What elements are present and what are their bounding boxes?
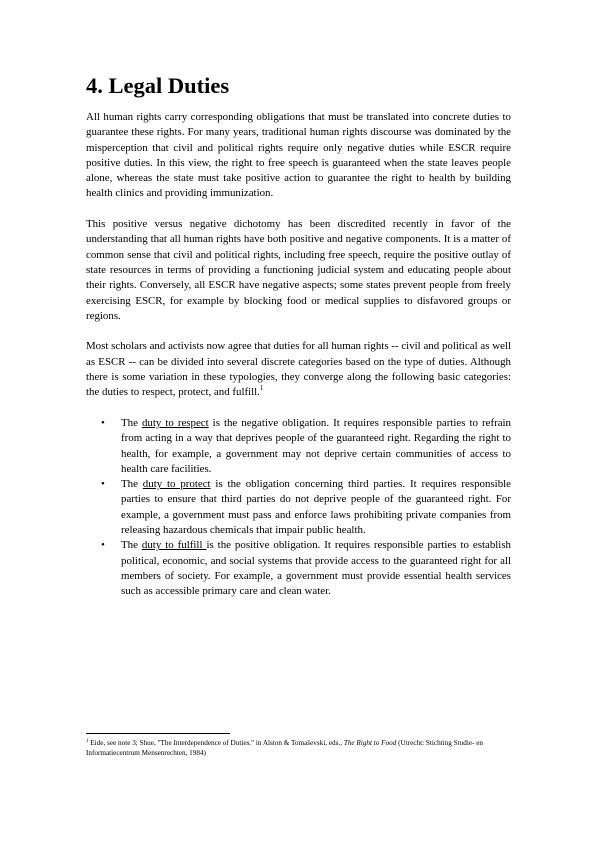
bullet-icon: • xyxy=(101,416,105,429)
term-duty-to-respect: duty to respect xyxy=(141,416,209,429)
section-heading: 4. Legal Duties xyxy=(86,73,230,98)
duties-list xyxy=(86,416,511,600)
list-item-prefix: The xyxy=(121,539,142,552)
paragraph-3 xyxy=(86,339,511,400)
footnote-text-tail: (Utrecht: Stichting Studie- en Informatiecentrum Mensenrechten, 1984) xyxy=(86,739,483,757)
term-duty-to-protect: duty to protect xyxy=(142,478,211,491)
footnote-text: Eide, see note 3; Shue, "The Interdependence of Duties." in Alston & Tomaševski, eds., xyxy=(88,739,344,747)
list-item-prefix: The xyxy=(121,416,142,429)
term-duty-to-fulfill: duty to fulfill xyxy=(141,539,207,552)
list-item-text: is the positive obligation. It requires responsible parties to establish political, economic, and social systems that provide access to the guaranteed right for all members of society. For example, a government must provide essential health services such as accessible primary care and clean water. xyxy=(121,539,511,598)
footnote-separator xyxy=(86,733,230,734)
footnote-reference[interactable]: 1 xyxy=(259,384,264,393)
paragraph-1: All human rights carry corresponding obligations that must be translated into concrete duties to guarantee these rights. For many years, traditional human rights discourse was dominated by the misperception that civil and political rights require only negative duties while ESCR require positive duties. In this view, the right to free speech is guaranteed when the state leaves people alone, whereas the state must take positive action to guarantee the right to health by building health clinics and providing immunization. xyxy=(86,111,511,200)
paragraph-3-text: Most scholars and activists now agree that duties for all human rights -- civil and political as well as ESCR -- can be divided into several discrete categories based on the type of duties. Although there is some variation in these typologies, they converge along the following basic categories: the duties to respect, protect, and fulfill. xyxy=(86,340,511,399)
list-item-duty-to-fulfill xyxy=(101,538,511,599)
list-item-prefix: The xyxy=(121,478,143,491)
paragraph-2: This positive versus negative dichotomy has been discredited recently in favor of the understanding that all human rights have both positive and negative components. It is a matter of common sense that civil and political rights, including free speech, require the positive outlay of state resources in terms of providing a functioning judicial system and educating people about their rights. Conversely, all ESCR have negative aspects; some states prevent people from freely exercising ESCR, for example by blocking food or medical supplies to disfavored groups or regions. xyxy=(86,218,511,322)
body-text xyxy=(86,110,511,600)
list-item-duty-to-protect xyxy=(101,477,512,538)
footnote-cited-title: The Right to Food xyxy=(343,739,397,747)
bullet-icon: • xyxy=(101,539,105,552)
footnote xyxy=(86,739,526,759)
list-item-text: is the obligation concerning third parties. It requires responsible parties to ensure that third parties do not deprive people of the guaranteed right. For example, a government must pass and enforce laws prohibiting private companies from releasing hazardous chemicals that impair public health. xyxy=(121,478,512,537)
list-item-duty-to-respect xyxy=(101,416,511,477)
footnote-marker: 1 xyxy=(86,739,89,744)
list-item-text: is the negative obligation. It requires responsible parties to refrain from acting in a way that deprives people of the guaranteed right. Regarding the right to health, for example, a government may not deprive certain communities of access to health care facilities. xyxy=(121,416,511,475)
bullet-icon: • xyxy=(101,478,105,491)
